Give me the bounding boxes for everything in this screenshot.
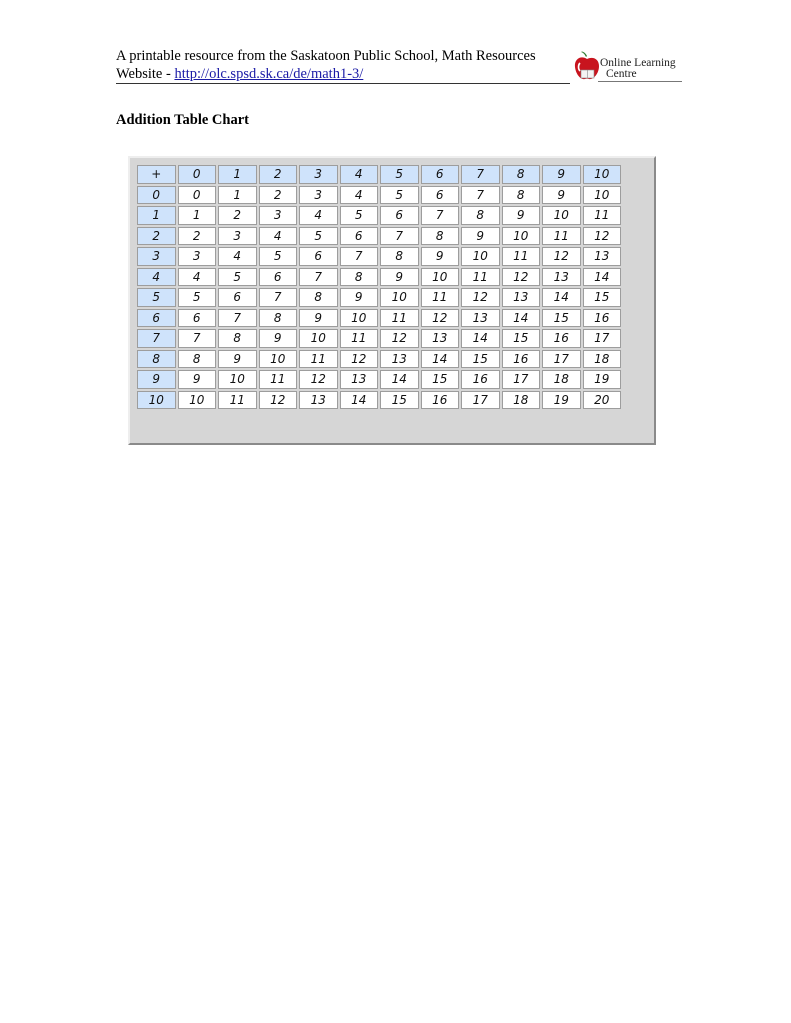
sum-cell: 15 <box>461 350 500 369</box>
sum-cell: 5 <box>340 206 379 225</box>
row-header-cell: 6 <box>137 309 176 328</box>
sum-cell: 6 <box>340 227 379 246</box>
sum-cell: 13 <box>542 268 581 287</box>
table-row <box>137 206 621 225</box>
sum-cell: 13 <box>380 350 419 369</box>
sum-cell: 8 <box>421 227 460 246</box>
sum-cell: 6 <box>299 247 338 266</box>
sum-cell: 11 <box>340 329 379 348</box>
sum-cell: 15 <box>421 370 460 389</box>
header-line-2 <box>116 65 570 83</box>
sum-cell: 17 <box>502 370 541 389</box>
sum-cell: 9 <box>421 247 460 266</box>
sum-cell: 19 <box>583 370 622 389</box>
column-header-cell: 9 <box>542 165 581 184</box>
sum-cell: 11 <box>502 247 541 266</box>
sum-cell: 11 <box>583 206 622 225</box>
sum-cell: 9 <box>542 186 581 205</box>
sum-cell: 3 <box>259 206 298 225</box>
sum-cell: 13 <box>583 247 622 266</box>
sum-cell: 4 <box>299 206 338 225</box>
addition-table-frame <box>128 156 656 445</box>
apple-icon <box>572 51 602 83</box>
sum-cell: 11 <box>259 370 298 389</box>
sum-cell: 8 <box>461 206 500 225</box>
column-header-cell: 3 <box>299 165 338 184</box>
sum-cell: 17 <box>542 350 581 369</box>
sum-cell: 14 <box>461 329 500 348</box>
row-header-cell: 1 <box>137 206 176 225</box>
olc-logo <box>572 51 684 85</box>
table-row <box>137 391 621 410</box>
column-header-cell: 1 <box>218 165 257 184</box>
table-row <box>137 350 621 369</box>
sum-cell: 4 <box>340 186 379 205</box>
column-header-cell: 6 <box>421 165 460 184</box>
sum-cell: 12 <box>340 350 379 369</box>
sum-cell: 7 <box>380 227 419 246</box>
sum-cell: 3 <box>299 186 338 205</box>
column-header-cell: 2 <box>259 165 298 184</box>
sum-cell: 13 <box>421 329 460 348</box>
sum-cell: 9 <box>259 329 298 348</box>
sum-cell: 9 <box>380 268 419 287</box>
sum-cell: 7 <box>259 288 298 307</box>
sum-cell: 11 <box>461 268 500 287</box>
sum-cell: 12 <box>583 227 622 246</box>
sum-cell: 6 <box>218 288 257 307</box>
sum-cell: 12 <box>380 329 419 348</box>
addition-table <box>135 163 623 411</box>
sum-cell: 9 <box>299 309 338 328</box>
sum-cell: 13 <box>502 288 541 307</box>
sum-cell: 20 <box>583 391 622 410</box>
row-header-cell: 5 <box>137 288 176 307</box>
sum-cell: 12 <box>542 247 581 266</box>
sum-cell: 13 <box>461 309 500 328</box>
table-row <box>137 288 621 307</box>
sum-cell: 18 <box>502 391 541 410</box>
sum-cell: 16 <box>542 329 581 348</box>
sum-cell: 0 <box>178 186 217 205</box>
table-row <box>137 309 621 328</box>
sum-cell: 9 <box>178 370 217 389</box>
sum-cell: 11 <box>299 350 338 369</box>
table-row <box>137 227 621 246</box>
table-row <box>137 370 621 389</box>
header-line-1: A printable resource from the Saskatoon Public School, Math Resources <box>116 48 536 64</box>
sum-cell: 7 <box>218 309 257 328</box>
sum-cell: 13 <box>299 391 338 410</box>
sum-cell: 5 <box>299 227 338 246</box>
page-header <box>116 47 684 87</box>
header-text <box>116 47 570 83</box>
sum-cell: 2 <box>259 186 298 205</box>
row-header-cell: 2 <box>137 227 176 246</box>
sum-cell: 18 <box>542 370 581 389</box>
sum-cell: 11 <box>421 288 460 307</box>
sum-cell: 19 <box>542 391 581 410</box>
page-title: Addition Table Chart <box>116 112 249 128</box>
sum-cell: 10 <box>218 370 257 389</box>
sum-cell: 10 <box>421 268 460 287</box>
column-header-cell: 4 <box>340 165 379 184</box>
sum-cell: 11 <box>218 391 257 410</box>
table-row <box>137 268 621 287</box>
sum-cell: 16 <box>502 350 541 369</box>
sum-cell: 10 <box>380 288 419 307</box>
sum-cell: 7 <box>421 206 460 225</box>
row-header-cell: 3 <box>137 247 176 266</box>
sum-cell: 17 <box>583 329 622 348</box>
sum-cell: 11 <box>542 227 581 246</box>
sum-cell: 14 <box>583 268 622 287</box>
sum-cell: 10 <box>259 350 298 369</box>
sum-cell: 8 <box>380 247 419 266</box>
row-header-cell: 0 <box>137 186 176 205</box>
logo-line-1: Online Learning <box>600 57 676 69</box>
sum-cell: 11 <box>380 309 419 328</box>
sum-cell: 9 <box>461 227 500 246</box>
sum-cell: 5 <box>380 186 419 205</box>
sum-cell: 5 <box>178 288 217 307</box>
sum-cell: 7 <box>340 247 379 266</box>
row-header-cell: 4 <box>137 268 176 287</box>
column-header-cell: 0 <box>178 165 217 184</box>
addition-table-body <box>137 165 621 409</box>
sum-cell: 9 <box>218 350 257 369</box>
sum-cell: 1 <box>218 186 257 205</box>
sum-cell: 8 <box>299 288 338 307</box>
sum-cell: 12 <box>259 391 298 410</box>
sum-cell: 15 <box>502 329 541 348</box>
sum-cell: 2 <box>218 206 257 225</box>
sum-cell: 12 <box>421 309 460 328</box>
sum-cell: 16 <box>461 370 500 389</box>
sum-cell: 1 <box>178 206 217 225</box>
sum-cell: 6 <box>178 309 217 328</box>
sum-cell: 10 <box>178 391 217 410</box>
sum-cell: 16 <box>421 391 460 410</box>
sum-cell: 16 <box>583 309 622 328</box>
sum-cell: 14 <box>340 391 379 410</box>
sum-cell: 10 <box>583 186 622 205</box>
sum-cell: 14 <box>502 309 541 328</box>
sum-cell: 3 <box>178 247 217 266</box>
sum-cell: 10 <box>542 206 581 225</box>
sum-cell: 12 <box>461 288 500 307</box>
sum-cell: 3 <box>218 227 257 246</box>
sum-cell: 8 <box>218 329 257 348</box>
resource-link[interactable]: http://olc.spsd.sk.ca/de/math1-3/ <box>174 66 364 82</box>
sum-cell: 12 <box>502 268 541 287</box>
table-row <box>137 329 621 348</box>
sum-cell: 5 <box>259 247 298 266</box>
table-row <box>137 186 621 205</box>
sum-cell: 6 <box>380 206 419 225</box>
sum-cell: 7 <box>299 268 338 287</box>
sum-cell: 5 <box>218 268 257 287</box>
sum-cell: 7 <box>178 329 217 348</box>
sum-cell: 10 <box>461 247 500 266</box>
table-row <box>137 247 621 266</box>
logo-line-2: Centre <box>606 68 637 80</box>
column-header-cell: 5 <box>380 165 419 184</box>
row-header-cell: 10 <box>137 391 176 410</box>
logo-underline <box>598 81 682 82</box>
sum-cell: 14 <box>421 350 460 369</box>
sum-cell: 14 <box>380 370 419 389</box>
sum-cell: 12 <box>299 370 338 389</box>
header-website-label: Website - <box>116 66 175 82</box>
logo-text <box>600 58 676 80</box>
sum-cell: 10 <box>340 309 379 328</box>
sum-cell: 13 <box>340 370 379 389</box>
sum-cell: 4 <box>178 268 217 287</box>
sum-cell: 8 <box>340 268 379 287</box>
sum-cell: 10 <box>502 227 541 246</box>
sum-cell: 15 <box>542 309 581 328</box>
sum-cell: 4 <box>218 247 257 266</box>
sum-cell: 10 <box>299 329 338 348</box>
sum-cell: 18 <box>583 350 622 369</box>
sum-cell: 14 <box>542 288 581 307</box>
row-header-cell: 7 <box>137 329 176 348</box>
sum-cell: 15 <box>583 288 622 307</box>
corner-plus-cell: + <box>137 165 176 184</box>
sum-cell: 7 <box>461 186 500 205</box>
sum-cell: 4 <box>259 227 298 246</box>
sum-cell: 8 <box>178 350 217 369</box>
table-header-row <box>137 165 621 184</box>
column-header-cell: 10 <box>583 165 622 184</box>
column-header-cell: 8 <box>502 165 541 184</box>
sum-cell: 9 <box>340 288 379 307</box>
column-header-cell: 7 <box>461 165 500 184</box>
row-header-cell: 9 <box>137 370 176 389</box>
header-divider <box>116 83 570 84</box>
row-header-cell: 8 <box>137 350 176 369</box>
sum-cell: 8 <box>259 309 298 328</box>
sum-cell: 9 <box>502 206 541 225</box>
sum-cell: 8 <box>502 186 541 205</box>
sum-cell: 17 <box>461 391 500 410</box>
sum-cell: 6 <box>259 268 298 287</box>
sum-cell: 2 <box>178 227 217 246</box>
sum-cell: 6 <box>421 186 460 205</box>
sum-cell: 15 <box>380 391 419 410</box>
